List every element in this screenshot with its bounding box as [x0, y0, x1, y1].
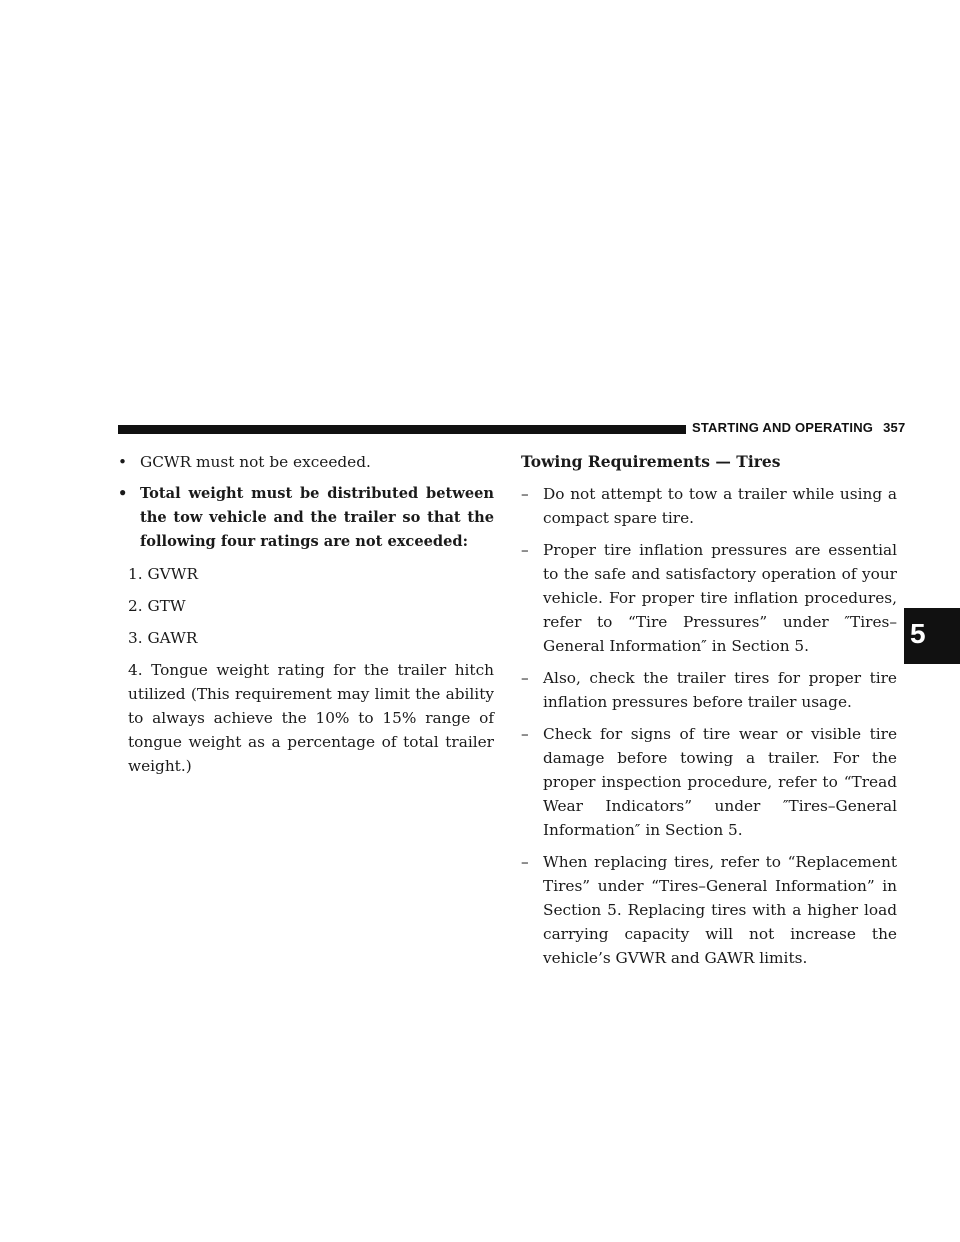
list-item-text: When replacing tires, refer to “Replacement Tires” under “Tires–General Information” in Section 5. Replacing tires with a higher load carrying capacity will not increase the vehicle’s GVWR and GAWR limits. [543, 853, 897, 967]
list-item [521, 850, 897, 970]
section-tab-number: 5 [910, 618, 926, 649]
section-tab [904, 608, 960, 664]
bullet-mark: • [118, 453, 128, 471]
left-column [118, 450, 494, 778]
dash-mark: – [521, 485, 529, 503]
right-column [521, 450, 897, 978]
rating-item: 1. GVWR [128, 565, 198, 583]
rating-item: 3. GAWR [128, 629, 198, 647]
list-item-text: Also, check the trailer tires for proper tire inflation pressures before trailer usage. [543, 669, 897, 711]
bullet-text: Total weight must be distributed between the tow vehicle and the trailer so that the following four ratings are not exceeded: [140, 485, 494, 550]
list-item-text: Proper tire inflation pressures are essential to the safe and satisfactory operation of your vehicle. For proper tire inflation procedures, refer to “Tire Pressures” under ″Tires–General Information″ in Section 5. [543, 541, 897, 655]
bullet-mark: • [118, 485, 128, 502]
dash-mark: – [521, 853, 529, 871]
dash-mark: – [521, 541, 529, 559]
dash-mark: – [521, 669, 529, 687]
list-item [521, 666, 897, 714]
page-header [692, 420, 905, 435]
list-item-text: Check for signs of tire wear or visible tire damage before towing a trailer. For the proper inspection procedure, refer to “Tread Wear Indicators” under ″Tires–General Information″ in Section 5. [543, 725, 897, 839]
list-item [521, 538, 897, 658]
tongue-weight-paragraph: 4. Tongue weight rating for the trailer hitch utilized (This requirement may limit the ability to always achieve the 10% to 15% range of tongue weight as a percentage of total trailer weight.) [128, 661, 494, 775]
page-number: 357 [883, 420, 906, 435]
bullet-text: GCWR must not be exceeded. [140, 453, 371, 471]
bullet-item [118, 450, 494, 474]
section-title: STARTING AND OPERATING [692, 420, 874, 435]
rating-item: 2. GTW [128, 597, 186, 615]
dash-mark: – [521, 725, 529, 743]
section-heading: Towing Requirements — Tires [521, 452, 781, 471]
bullet-item [118, 482, 494, 554]
header-rule [118, 425, 686, 434]
list-item [521, 482, 897, 530]
list-item-text: Do not attempt to tow a trailer while using a compact spare tire. [543, 485, 897, 527]
list-item [521, 722, 897, 842]
